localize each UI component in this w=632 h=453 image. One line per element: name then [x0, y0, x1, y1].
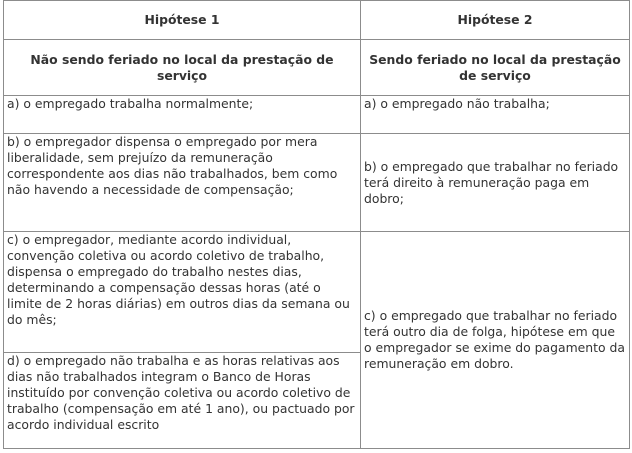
not-holiday-subheader [4, 40, 361, 95]
header-row [4, 1, 630, 40]
holiday-label: Sendo feriado no local da prestação de serviço [369, 51, 621, 83]
holiday-hypotheses-table [3, 0, 630, 449]
hipotese-2-label: Hipótese 2 [457, 12, 533, 28]
col2-item-c-text: c) o empregado que trabalhar no feriado terá outro dia de folga, hipótese em que o empregador se exime do pagamento da remuneração em dobro. [364, 308, 625, 371]
col1-item-c [4, 232, 361, 353]
col2-item-a [361, 95, 630, 133]
table-row [4, 95, 630, 133]
col1-item-a [4, 95, 361, 133]
col1-item-b [4, 134, 361, 232]
col1-item-d [4, 353, 361, 449]
hipotese-1-label: Hipótese 1 [144, 12, 220, 28]
col1-item-a-text: a) o empregado trabalha normalmente; [7, 95, 254, 111]
table-row [4, 232, 630, 353]
col2-item-b-text: b) o empregado que trabalhar no feriado terá direito à remuneração paga em dobro; [364, 158, 619, 206]
col1-item-b-text: b) o empregador dispensa o empregado por mera liberalidade, sem prejuízo da remuneração correspondente aos dias não trabalhados, bem como não havendo a necessidade de compensação; [7, 134, 338, 198]
hipotese-2-header [361, 1, 630, 40]
subheader-row [4, 40, 630, 95]
col2-item-b [361, 134, 630, 232]
holiday-subheader [361, 40, 630, 95]
not-holiday-label: Não sendo feriado no local da prestação de serviço [30, 51, 334, 83]
col2-item-c [361, 232, 630, 449]
col1-item-d-text: d) o empregado não trabalha e as horas relativas aos dias não trabalhados integram o Banco de Horas instituído por convenção coletiva ou acordo coletivo de trabalho (compensação em até 1 ano), ou pactuado por acordo individual escrito [7, 353, 355, 433]
hipotese-1-header [4, 1, 361, 40]
table-row [4, 134, 630, 232]
col2-item-a-text: a) o empregado não trabalha; [364, 95, 550, 111]
col1-item-c-text: c) o empregador, mediante acordo individual, convenção coletiva ou acordo coletivo de trabalho, dispensa o empregado do trabalho nestes dias, determinando a compensação dessas horas (até o limite de 2 horas diárias) em outros dias da semana ou do mês; [7, 232, 350, 328]
